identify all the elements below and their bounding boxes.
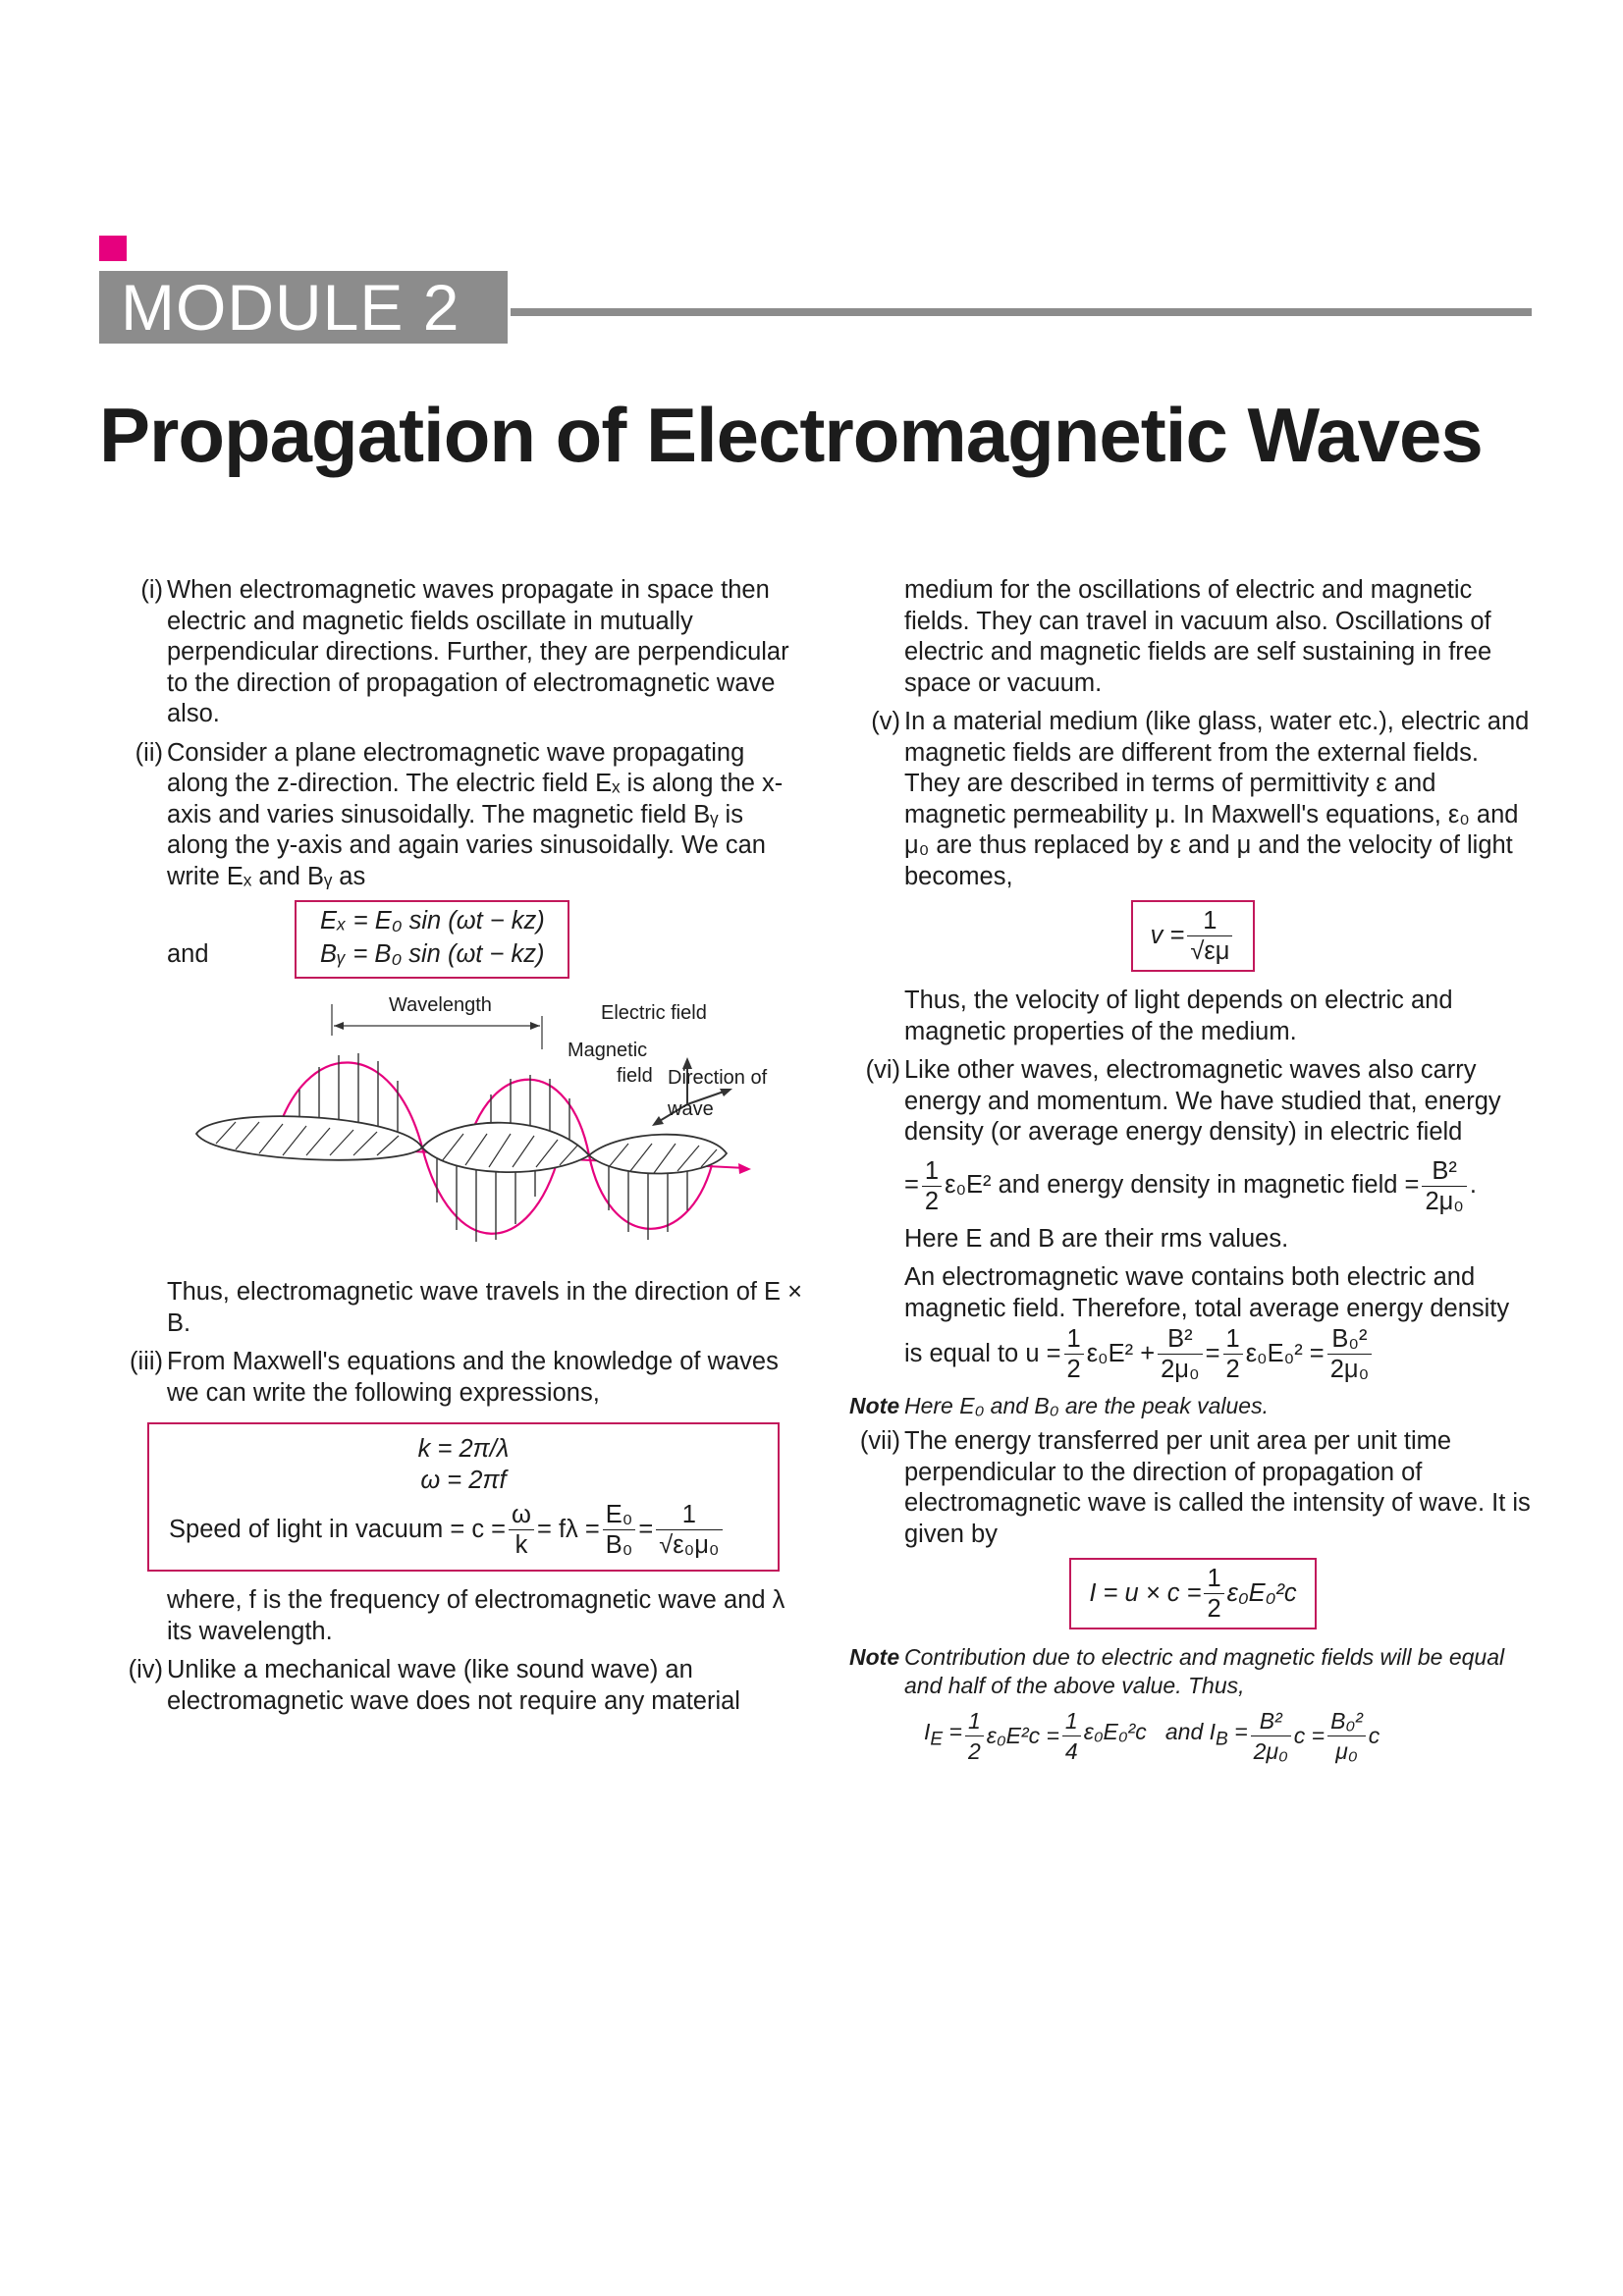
page-title: Propagation of Electromagnetic Waves (99, 392, 1483, 478)
list-item-vi (849, 1055, 1537, 1148)
list-item-v (849, 707, 1537, 892)
intensity-equation (849, 1558, 1537, 1629)
frac-omega-k: $\frac{\omega}{k}$ (509, 1500, 534, 1560)
note-contribution (849, 1643, 1537, 1700)
speed-equation: Speed of light in vacuum = c = $\frac{\omega}{k}$ = fλ = $\frac{\text{E₀}}{\text{B₀}}$ = $\frac{1}{\text{√ε₀μ₀}}$ (169, 1500, 758, 1560)
item-number: (vii) (859, 1427, 900, 1455)
accent-square (99, 236, 127, 261)
velocity-equation (849, 900, 1537, 972)
left-column (118, 575, 805, 1725)
field-label: field (617, 1065, 653, 1087)
thus-paragraph: Thus, electromagnetic wave travels in the direction of E × B. (167, 1278, 803, 1337)
intensity-box: I = u × c = $\frac{1}{2}$ ε₀E₀²c (1069, 1558, 1316, 1629)
list-item-iv (118, 1655, 805, 1717)
list-item-i (118, 575, 805, 730)
item-text: The energy transferred per unit area per unit time perpendicular to the direction of propagation of electromagnetic wave is called the intensity of wave. It is given by (904, 1427, 1531, 1548)
right-column (849, 575, 1537, 1766)
frac-b2-2mu-a: $\frac{\text{B²}}{\text{2μ₀}}$ (1158, 1324, 1202, 1384)
eq-v-lhs: v = (1150, 921, 1185, 949)
eq-i-lhs: I = u × c = (1089, 1578, 1202, 1607)
em-paragraph: An electromagnetic wave contains both electric and magnetic field. Therefore, total average energy density (904, 1263, 1510, 1322)
list-item-iii (118, 1347, 805, 1409)
velocity-box (1131, 900, 1256, 972)
magnetic-label: Magnetic (568, 1040, 648, 1061)
and-label: and (167, 940, 209, 968)
where-paragraph: where, f is the frequency of electromagnetic wave and λ its wavelength. (167, 1586, 785, 1645)
eq-v-num: 1 (1187, 906, 1232, 936)
list-item-vii (849, 1426, 1537, 1550)
frac-inv-sqrt: $\frac{1}{\text{√ε₀μ₀}}$ (656, 1500, 722, 1560)
module-rule (511, 308, 1532, 316)
item-text: When electromagnetic waves propagate in space then electric and magnetic fields oscillate in mutually perpendicular directions. Further, they are perpendicular to the direction of propagation of electromagnetic wave also. (167, 576, 789, 727)
note-label: Note (849, 1393, 900, 1418)
eq-ex: Eₓ = E₀ sin (ωt − kz) (320, 907, 545, 934)
is-equal: is equal to u = (904, 1339, 1061, 1367)
item-text: From Maxwell's equations and the knowledge of waves we can write the following expressions, (167, 1348, 779, 1407)
eq-k: k = 2π/λ (417, 1435, 510, 1463)
wavelength-label: Wavelength (389, 994, 492, 1016)
item-text: In a material medium (like glass, water etc.), electric and magnetic fields are different from the external fields. They are described in terms of permittivity ε and magnetic permeability μ. In Maxwell's equations, ε₀ and μ₀ are thus replaced by ε and μ and the velocity of light becomes, (904, 708, 1530, 890)
frac-e0-b0: $\frac{\text{E₀}}{\text{B₀}}$ (603, 1500, 636, 1560)
em-wave-diagram (177, 996, 805, 1261)
item-text: Like other waves, electromagnetic waves also carry energy and momentum. We have studied that, energy density (or average energy density) in electric field (904, 1056, 1501, 1146)
frac-b02-2mu: $\frac{\text{B₀²}}{\text{2μ₀}}$ (1327, 1324, 1372, 1384)
em-wave-figure (118, 996, 805, 1261)
eq-v-den: √εμ (1190, 937, 1230, 965)
frac-quarter: $\frac{1}{4}$ (1062, 1706, 1081, 1766)
here-paragraph: Here E and B are their rms values. (904, 1224, 1289, 1253)
frac-b02-mu: $\frac{\text{B₀²}}{\text{μ₀}}$ (1327, 1706, 1366, 1766)
electric-field-label: Electric field (601, 1002, 707, 1024)
total-energy-equation: is equal to u = $\frac{1}{2}$ ε₀E² + $\frac{\text{B²}}{\text{2μ₀}}$ = $\frac{1}{2}$ ε₀E₀² = $\frac{\text{B₀²}}{\text{2μ₀}}$ (849, 1324, 1537, 1384)
item-number: (ii) (135, 738, 163, 767)
frac-half-ie: $\frac{1}{2}$ (965, 1706, 984, 1766)
item-number: (vi) (865, 1056, 900, 1084)
eq-by: Bᵧ = B₀ sin (ωt − kz) (320, 940, 545, 968)
field-equations (118, 900, 805, 983)
frac-b2-2mu: $\frac{\text{B²}}{\text{2μ₀}}$ (1422, 1156, 1466, 1216)
frac-half: $\frac{1}{2}$ (922, 1156, 942, 1216)
frac-velocity (1187, 906, 1232, 966)
eq-omega: ω = 2πf (420, 1466, 507, 1494)
note-label: Note (849, 1644, 900, 1670)
module-label: MODULE 2 (99, 271, 508, 344)
velocity-paragraph: Thus, the velocity of light depends on electric and magnetic properties of the medium. (904, 987, 1453, 1045)
item-text: Consider a plane electromagnetic wave propagating along the z-direction. The electric field Eₓ is along the x-axis and varies sinusoidally. The magnetic field Bᵧ is along the y-axis and again varies sinusoidally. We can write Eₓ and Bᵧ as (167, 738, 784, 890)
frac-half-b: $\frac{1}{2}$ (1223, 1324, 1243, 1384)
note-text: Contribution due to electric and magnetic fields will be equal and half of the above value. Thus, (904, 1644, 1505, 1698)
list-item-ii (118, 738, 805, 893)
item-text: Unlike a mechanical wave (like sound wave) an electromagnetic wave does not require any material (167, 1656, 740, 1715)
maxwell-box (147, 1422, 780, 1572)
item-number: (i) (140, 576, 163, 604)
frac-half-i: $\frac{1}{2}$ (1204, 1564, 1223, 1624)
vi-eq1: ε₀E² and energy density in magnetic field = (945, 1171, 1420, 1200)
energy-density-equation: = $\frac{1}{2}$ ε₀E² and energy density in magnetic field = $\frac{\text{B²}}{\text{2μ₀}}$ . (904, 1156, 1477, 1215)
frac-half-a: $\frac{1}{2}$ (1064, 1324, 1084, 1384)
note-peak (849, 1392, 1537, 1420)
frac-b2-2mu-ib: $\frac{\text{B²}}{\text{2μ₀}}$ (1251, 1706, 1291, 1766)
speed-label: Speed of light in vacuum = c = (169, 1515, 507, 1543)
item-number: (v) (871, 708, 900, 735)
contribution-equations: $I_E$ = $\frac{1}{2}$ ε₀E²c = $\frac{1}{4}$ ε₀E₀²c and $I_B$ = $\frac{\text{B²}}{\text{2μ₀}}$ c = $\frac{\text{B₀²}}{\text{μ₀}}$ c (924, 1708, 1380, 1764)
iv-continued: medium for the oscillations of electric and magnetic fields. They can travel in vacuum also. Oscillations of electric and magnetic fields are self sustaining in free space or vacuum. (904, 576, 1492, 697)
direction-label: Direction of wave (668, 1067, 768, 1120)
item-number: (iv) (128, 1656, 163, 1683)
item-number: (iii) (130, 1348, 163, 1375)
note-text: Here E₀ and B₀ are the peak values. (904, 1393, 1269, 1418)
